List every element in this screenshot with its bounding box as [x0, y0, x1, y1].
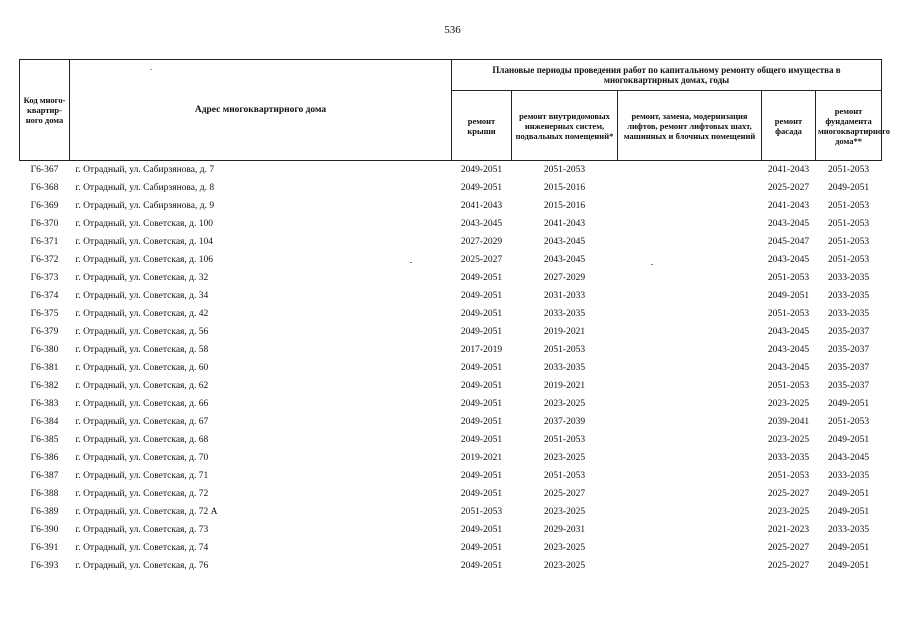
cell-systems: 2031-2033 [543, 291, 586, 301]
header-facade: ремонт фасада [762, 91, 816, 161]
table-row [20, 305, 882, 323]
cell-lifts [618, 413, 762, 431]
cell-roof: 2041-2043 [460, 201, 503, 211]
cell-facade: 2025-2027 [767, 489, 810, 499]
cell-facade: 2043-2045 [767, 219, 810, 229]
cell-facade: 2023-2025 [767, 435, 810, 445]
cell-code: Г6-373 [30, 273, 59, 283]
cell-systems: 2051-2053 [543, 165, 586, 175]
page-number: 536 [444, 24, 461, 36]
cell-code: Г6-371 [30, 237, 59, 247]
cell-foundation: 2033-2035 [827, 471, 870, 481]
cell-address: г. Отрадный, ул. Советская, д. 76 [75, 561, 209, 571]
cell-address: г. Отрадный, ул. Советская, д. 62 [75, 381, 209, 391]
cell-systems: 2019-2021 [543, 327, 586, 337]
cell-facade: 2043-2045 [767, 345, 810, 355]
cell-systems: 2051-2053 [543, 435, 586, 445]
table-row [20, 431, 882, 449]
cell-address: г. Отрадный, ул. Советская, д. 68 [75, 435, 209, 445]
table-row [20, 215, 882, 233]
cell-roof: 2049-2051 [460, 273, 503, 283]
header-planned-periods: Плановые периоды проведения работ по капитальному ремонту общего имущества в многоквартирных домах, годы [452, 60, 882, 91]
cell-roof: 2027-2029 [460, 237, 503, 247]
cell-roof: 2049-2051 [460, 489, 503, 499]
cell-code: Г6-379 [30, 327, 59, 337]
cell-lifts [618, 395, 762, 413]
cell-foundation: 2051-2053 [827, 201, 870, 211]
cell-address: г. Отрадный, ул. Советская, д. 71 [75, 471, 209, 481]
cell-code: Г6-368 [30, 183, 59, 193]
cell-facade: 2043-2045 [767, 255, 810, 265]
cell-lifts [618, 197, 762, 215]
cell-lifts [618, 215, 762, 233]
cell-lifts [618, 341, 762, 359]
cell-facade: 2025-2027 [767, 183, 810, 193]
cell-lifts [618, 161, 762, 180]
cell-roof: 2049-2051 [460, 309, 503, 319]
cell-roof: 2017-2019 [460, 345, 503, 355]
table-row [20, 377, 882, 395]
cell-roof: 2043-2045 [460, 219, 503, 229]
cell-lifts [618, 431, 762, 449]
cell-facade: 2023-2025 [767, 507, 810, 517]
cell-facade: 2021-2023 [767, 525, 810, 535]
cell-foundation: 2049-2051 [827, 489, 870, 499]
cell-roof: 2049-2051 [460, 471, 503, 481]
cell-facade: 2051-2053 [767, 381, 810, 391]
cell-code: Г6-385 [30, 435, 59, 445]
cell-foundation: 2049-2051 [827, 399, 870, 409]
cell-code: Г6-370 [30, 219, 59, 229]
table-row [20, 323, 882, 341]
cell-code: Г6-388 [30, 489, 59, 499]
cell-systems: 2051-2053 [543, 471, 586, 481]
cell-lifts [618, 377, 762, 395]
table-body [20, 161, 882, 576]
cell-foundation: 2033-2035 [827, 291, 870, 301]
cell-address: г. Отрадный, ул. Советская, д. 34 [75, 291, 209, 301]
cell-roof: 2049-2051 [460, 327, 503, 337]
cell-lifts [618, 503, 762, 521]
cell-address: г. Отрадный, ул. Сабирзянова, д. 9 [75, 201, 215, 211]
cell-lifts [618, 467, 762, 485]
cell-roof: 2049-2051 [460, 183, 503, 193]
scan-speck [410, 262, 412, 263]
table-row [20, 395, 882, 413]
cell-code: Г6-384 [30, 417, 59, 427]
cell-lifts [618, 449, 762, 467]
cell-address: г. Отрадный, ул. Советская, д. 60 [75, 363, 209, 373]
cell-systems: 2041-2043 [543, 219, 586, 229]
cell-facade: 2045-2047 [767, 237, 810, 247]
cell-systems: 2019-2021 [543, 381, 586, 391]
cell-lifts [618, 233, 762, 251]
cell-foundation: 2033-2035 [827, 525, 870, 535]
header-lifts: ремонт, замена, модернизация лифтов, ремонт лифтовых шахт, машинных и блочных помещений [618, 91, 762, 161]
header-foundation: ремонт фундамента многоквартирного дома** [816, 91, 882, 161]
cell-address: г. Отрадный, ул. Советская, д. 100 [75, 219, 213, 229]
table-row [20, 233, 882, 251]
cell-systems: 2029-2031 [543, 525, 586, 535]
cell-code: Г6-380 [30, 345, 59, 355]
cell-code: Г6-383 [30, 399, 59, 409]
cell-code: Г6-381 [30, 363, 59, 373]
cell-address: г. Отрадный, ул. Советская, д. 42 [75, 309, 209, 319]
cell-roof: 2049-2051 [460, 435, 503, 445]
cell-lifts [618, 521, 762, 539]
cell-address: г. Отрадный, ул. Советская, д. 72 [75, 489, 209, 499]
cell-lifts [618, 251, 762, 269]
cell-systems: 2027-2029 [543, 273, 586, 283]
header-code: Код много-квартир-ного дома [20, 60, 70, 161]
cell-roof: 2049-2051 [460, 525, 503, 535]
cell-facade: 2049-2051 [767, 291, 810, 301]
table-row [20, 197, 882, 215]
cell-foundation: 2051-2053 [827, 255, 870, 265]
header-row-1 [20, 60, 882, 91]
cell-foundation: 2033-2035 [827, 309, 870, 319]
cell-foundation: 2033-2035 [827, 273, 870, 283]
cell-foundation: 2051-2053 [827, 165, 870, 175]
cell-foundation: 2051-2053 [827, 237, 870, 247]
scan-speck [651, 264, 653, 265]
header-roof: ремонт крыши [452, 91, 512, 161]
cell-systems: 2043-2045 [543, 255, 586, 265]
cell-lifts [618, 485, 762, 503]
cell-systems: 2025-2027 [543, 489, 586, 499]
cell-systems: 2015-2016 [543, 183, 586, 193]
table-row [20, 503, 882, 521]
table-row [20, 341, 882, 359]
table-row [20, 161, 882, 180]
cell-foundation: 2035-2037 [827, 345, 870, 355]
cell-code: Г6-382 [30, 381, 59, 391]
table-row [20, 413, 882, 431]
cell-roof: 2049-2051 [460, 399, 503, 409]
cell-lifts [618, 269, 762, 287]
cell-address: г. Отрадный, ул. Сабирзянова, д. 8 [75, 183, 215, 193]
cell-facade: 2025-2027 [767, 543, 810, 553]
cell-facade: 2051-2053 [767, 309, 810, 319]
cell-code: Г6-393 [30, 561, 59, 571]
cell-code: Г6-389 [30, 507, 59, 517]
cell-address: г. Отрадный, ул. Советская, д. 73 [75, 525, 209, 535]
cell-address: г. Отрадный, ул. Советская, д. 106 [75, 255, 213, 265]
table-row [20, 359, 882, 377]
table-row [20, 485, 882, 503]
cell-lifts [618, 557, 762, 575]
cell-systems: 2023-2025 [543, 453, 586, 463]
cell-systems: 2033-2035 [543, 363, 586, 373]
cell-foundation: 2049-2051 [827, 543, 870, 553]
table-row [20, 539, 882, 557]
cell-lifts [618, 179, 762, 197]
cell-lifts [618, 287, 762, 305]
cell-facade: 2051-2053 [767, 471, 810, 481]
cell-facade: 2051-2053 [767, 273, 810, 283]
cell-systems: 2023-2025 [543, 543, 586, 553]
cell-systems: 2043-2045 [543, 237, 586, 247]
cell-systems: 2037-2039 [543, 417, 586, 427]
table-row [20, 179, 882, 197]
cell-foundation: 2035-2037 [827, 327, 870, 337]
cell-roof: 2049-2051 [460, 543, 503, 553]
cell-address: г. Отрадный, ул. Советская, д. 66 [75, 399, 209, 409]
cell-roof: 2049-2051 [460, 291, 503, 301]
cell-roof: 2049-2051 [460, 417, 503, 427]
cell-facade: 2041-2043 [767, 201, 810, 211]
cell-foundation: 2043-2045 [827, 453, 870, 463]
table-row [20, 467, 882, 485]
cell-lifts [618, 305, 762, 323]
cell-facade: 2023-2025 [767, 399, 810, 409]
cell-facade: 2041-2043 [767, 165, 810, 175]
cell-systems: 2015-2016 [543, 201, 586, 211]
table-row [20, 521, 882, 539]
cell-foundation: 2049-2051 [827, 183, 870, 193]
cell-code: Г6-369 [30, 201, 59, 211]
cell-lifts [618, 359, 762, 377]
header-address: Адрес многоквартирного дома [70, 60, 452, 161]
cell-code: Г6-374 [30, 291, 59, 301]
cell-foundation: 2049-2051 [827, 435, 870, 445]
cell-facade: 2039-2041 [767, 417, 810, 427]
cell-roof: 2049-2051 [460, 363, 503, 373]
cell-systems: 2051-2053 [543, 345, 586, 355]
cell-code: Г6-386 [30, 453, 59, 463]
cell-roof: 2049-2051 [460, 165, 503, 175]
cell-code: Г6-387 [30, 471, 59, 481]
cell-roof: 2019-2021 [460, 453, 503, 463]
cell-address: г. Отрадный, ул. Советская, д. 104 [75, 237, 213, 247]
cell-address: г. Отрадный, ул. Советская, д. 70 [75, 453, 209, 463]
table-row [20, 557, 882, 575]
cell-roof: 2049-2051 [460, 381, 503, 391]
cell-code: Г6-367 [30, 165, 59, 175]
cell-systems: 2023-2025 [543, 507, 586, 517]
cell-foundation: 2035-2037 [827, 381, 870, 391]
cell-facade: 2033-2035 [767, 453, 810, 463]
cell-roof: 2051-2053 [460, 507, 503, 517]
header-systems: ремонт внутридомовых инженерных систем, подвальных помещений* [512, 91, 618, 161]
cell-address: г. Отрадный, ул. Советская, д. 74 [75, 543, 209, 553]
cell-foundation: 2035-2037 [827, 363, 870, 373]
repair-schedule-table [19, 59, 891, 575]
cell-address: г. Отрадный, ул. Советская, д. 72 А [75, 507, 218, 517]
cell-code: Г6-391 [30, 543, 59, 553]
cell-facade: 2043-2045 [767, 363, 810, 373]
cell-address: г. Отрадный, ул. Советская, д. 67 [75, 417, 209, 427]
cell-address: г. Отрадный, ул. Сабирзянова, д. 7 [75, 165, 215, 175]
cell-code: Г6-390 [30, 525, 59, 535]
cell-systems: 2023-2025 [543, 399, 586, 409]
cell-foundation: 2049-2051 [827, 561, 870, 571]
cell-foundation: 2051-2053 [827, 417, 870, 427]
cell-address: г. Отрадный, ул. Советская, д. 32 [75, 273, 209, 283]
cell-foundation: 2051-2053 [827, 219, 870, 229]
cell-address: г. Отрадный, ул. Советская, д. 56 [75, 327, 209, 337]
cell-lifts [618, 323, 762, 341]
table-row [20, 449, 882, 467]
cell-address: г. Отрадный, ул. Советская, д. 58 [75, 345, 209, 355]
table-row [20, 251, 882, 269]
cell-systems: 2033-2035 [543, 309, 586, 319]
table-row [20, 287, 882, 305]
cell-systems: 2023-2025 [543, 561, 586, 571]
table-row [20, 269, 882, 287]
cell-code: Г6-372 [30, 255, 59, 265]
cell-code: Г6-375 [30, 309, 59, 319]
cell-foundation: 2049-2051 [827, 507, 870, 517]
cell-roof: 2025-2027 [460, 255, 503, 265]
cell-lifts [618, 539, 762, 557]
cell-roof: 2049-2051 [460, 561, 503, 571]
cell-facade: 2043-2045 [767, 327, 810, 337]
cell-facade: 2025-2027 [767, 561, 810, 571]
